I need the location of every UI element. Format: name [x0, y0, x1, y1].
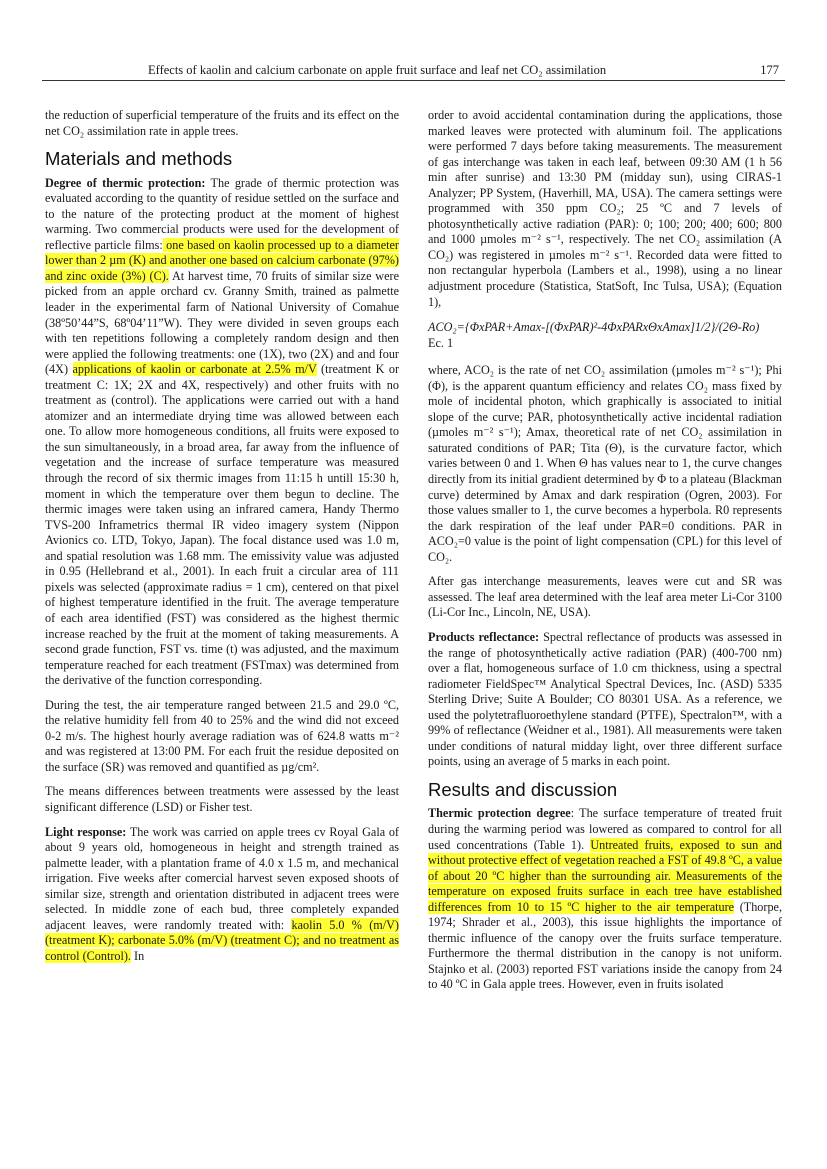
paragraph-heading: Thermic protection degree — [428, 806, 571, 821]
running-title: Effects of kaolin and calcium carbonate on apple fruit surface and leaf net CO₂ assimilation — [148, 63, 607, 77]
thermic-protection-paragraph: Degree of thermic protection: The grade of thermic protection was evaluated according to the quantity of residue settled on the surface and to the nature of the protecting product at the moment of highest warming. Two commercial products were used for the development of reflective particle films: one based on kaolin processed up to a diameter lower than 2 µm (K) and another one based on calcium carbonate (97%) and zinc oxide (3%) (C). At harvest time, 70 fruits of similar size were picked from an apple orchard cv. Granny Smith, trained as palmette leader in the experimental farm of National University of Comahue (38º50’44”S, 68º04’11”W). They were divided in seven groups each with ten repetitions following a completely random design and then were applied the following treatments: one (1X), two (2X) and and four (4X) applications of kaolin or carbonate at 2.5% m/V (treatment K or treatment C: 1X; 2X and 4X, respectively) and other fruits with no treatment as (control). The applications were carried out with a hand atomizer and an intermediate drying time was allowed between each one. To allow more homogeneous conditions, all fruits were exposed to the sun simultaneously, in a broad area, far away from the influence of vegetation and the increase of surface temperature was measured through the record of six thermic images from 11:15 h untill 15:30 h, moment in which the temperature over them begun to decline. The thermic images were taken using an infrared camera, Handy Thermo TVS-200 Inframetrics thermal IR video imagery system (Nippon Avionics co. LTD, Tokyo, Japan). The focal distance used was 1.0 m, and spatial resolution was 1.68 mm. The emissivity value was adjusted in 0.95 (Hellebrand et al., 2001). In each fruit a circular area of 111 pixels was selected (approximate radius = 1 cm), centered on that pixel of highest temperature identified in the fruit. The average temperature of each area identified (FST) was considered as the highest thermic increase reached by the fruit at the moment of taking measurements. A second grade function, FST vs. time (t) was adjusted, and the maximum temperature reached for each treatment (FSTmax) was determined from the derivative of the function corresponding. — [45, 175, 400, 688]
leaf-area-paragraph: After gas interchange measurements, leaves were cut and SR was assessed. The leaf area determined with the leaf area meter Li-Cor 3100 (Li-Cor Inc., Lincoln, NE, USA). — [428, 574, 782, 620]
reflectance-paragraph: Products reflectance: Spectral reflectance of products was assessed in the range of photosynthetically active radiation (PAR) (400-700 nm) over a flat, homogeneous surface of 1.0 cm thickness, using a spectral radiometer FieldSpec™ Analytical Spectral Devices, Inc. (ASD) 5335 Sterling Drive; Suite A Boulder; CO 80301 USA. As a reference, we used the polytetrafluoroethylene standard (PTFE), Spectralon™, with a 99% of reflectance (Weidner et al., 1981). All measurements were taken under conditions of natural midday light, over three different surface points, using an average of 5 marks in each point. — [428, 629, 782, 769]
equation-formula: ACO₂={ΦxPAR+Amax-[(ΦxPAR)²-4ΦxPARxΘxAmax]1/2}/(2Θ-Ro) — [428, 320, 760, 335]
highlight: Untreated fruits, exposed to sun and without protective effect of vegetation reached a FST of 49.8 ºC, a value of about 20 ºC higher than the surrounding air. Measurements of the temperature on exposed fruits surface in each tree have established differences from 10 to 15 ºC higher to the air temperature — [428, 837, 783, 914]
section-heading-methods: Materials and methods — [45, 148, 233, 170]
equation-1 — [428, 320, 782, 351]
highlight: one based on kaolin processed up to a diameter lower than 2 µm (K) and another one based on calcium carbonate (97%) and zinc oxide (3%) (C). — [45, 237, 399, 283]
variables-paragraph: where, ACO₂ is the rate of net CO₂ assimilation (µmoles m⁻² s⁻¹); Phi (Φ), is the apparent quantum efficiency and relates CO₂ mass fixed by mole of incidental photon, which graphically is associated to initial slope of the curve; PAR, photosynthetically active incidental radiation (µmoles m⁻² s⁻¹); Amax, theoretical rate of net CO₂ assimilation in saturated conditions of PAR; Tita (Θ), is the curvature factor, which varies between 0 and 1. When Θ has values near to 1, the curve changes directly from its initial gradient determined by Φ to a plateau (Blackman curve) determined by Amax and dark respiration (Ogren, 2003). For those values smaller to 1, the curve becomes a hyperbola. R0 represents the dark respiration of the leaf under PAR=0 conditions. PAR in ACO₂=0 value is the point of light compensation (CPL) for this level of CO₂. — [428, 363, 782, 564]
left-column — [45, 108, 399, 973]
weather-paragraph: During the test, the air temperature ranged between 21.5 and 29.0 ºC, the relative humidity fell from 40 to 25% and the wind did not exceed 0-2 m/s. The highest hourly average radiation was of 624.8 watts m⁻² and was registered at 13:00 PM. For each fruit the residue deposited on the surface (SR) was removed and quantified as µg/cm². — [45, 697, 399, 774]
paragraph-heading: Products reflectance: — [428, 629, 540, 644]
paragraph-heading: Light response: — [45, 824, 127, 839]
paragraph-heading: Degree of thermic protection: — [45, 175, 206, 190]
right-column — [428, 108, 782, 1002]
light-response-paragraph: Light response: The work was carried on apple trees cv Royal Gala of about 9 years old, homogeneous in height and strength trained as palmette leader, with a plantation frame of 4.0 x 1.5 m, and mechanical irrigation. Five weeks after comercial harvest seven exposed shoots of similar size, strength and orientation distributed in adjacent trees were selected. In middle zone of each bud, three completely expanded adjacent leaves, were randomly treated with: kaolin 5.0 % (m/V) (treatment K); carbonate 5.0% (m/V) (treatment C); and no treatment as control (Control). In — [45, 824, 399, 963]
running-header — [42, 62, 785, 81]
equation-label: Ec. 1 — [428, 335, 454, 350]
page-number: 177 — [760, 63, 779, 77]
gas-exchange-paragraph: order to avoid accidental contamination during the applications, those marked leaves were protected with aluminum foil. The applications were performed 7 days before taking measurements. The measurement of gas interchange was taken in each leaf, between 09:30 AM (1 h 56 min after sunrise) and 13:30 PM (midday sun), using CIRAS-1 Analyzer; PP System, (Haverhill, MA, USA). The camera settings were programmed with 350 ppm CO₂; 25 ºC and 7 levels of photosynthetically active radiation (PAR): 0; 100; 200; 400; 600; 800 and 1000 µmoles m⁻² s⁻¹, respectively. The net CO₂ assimilation (A CO₂) was registered in µmoles m⁻² s⁻¹. Recorded data were fitted to non rectangular hyperbola (Lambers et al., 1998), using a no linear adjustment procedure (Statistica, StatSoft, Inc Tulsa, USA); (Equation 1), — [428, 108, 782, 309]
thermic-results-paragraph: Thermic protection degree: The surface temperature of treated fruit during the warming period was lowered as compared to control for all used concentrations (Table 1). Untreated fruits, exposed to sun and without protective effect of vegetation reached a FST of 49.8 ºC, a value of about 20 ºC higher than the surrounding air. Measurements of the temperature on exposed fruits surface in each tree have established differences from 10 to 15 ºC higher to the air temperature (Thorpe, 1974; Shrader et al., 2003), this issue highlights the importance of thermic influence of the canopy over the fruits surface temperature. Furthermore the thermal distribution in the canopy is not uniform. Stajnko et al. (2003) reported FST variations inside the canopy from 24 to 40 ºC in Gala apple trees. However, even in fruits isolated — [428, 806, 783, 992]
statistics-paragraph: The means differences between treatments were assessed by the least significant difference (LSD) or Fisher test. — [45, 784, 399, 814]
highlight: applications of kaolin or carbonate at 2.5% m/V — [72, 362, 317, 377]
intro-paragraph: the reduction of superficial temperature of the fruits and its effect on the net CO₂ assimilation rate in apple trees. — [45, 108, 399, 138]
section-heading-results: Results and discussion — [428, 778, 618, 800]
highlight: kaolin 5.0 % (m/V) (treatment K); carbonate 5.0% (m/V) (treatment C); and no treatment as control (Control). — [45, 917, 399, 963]
